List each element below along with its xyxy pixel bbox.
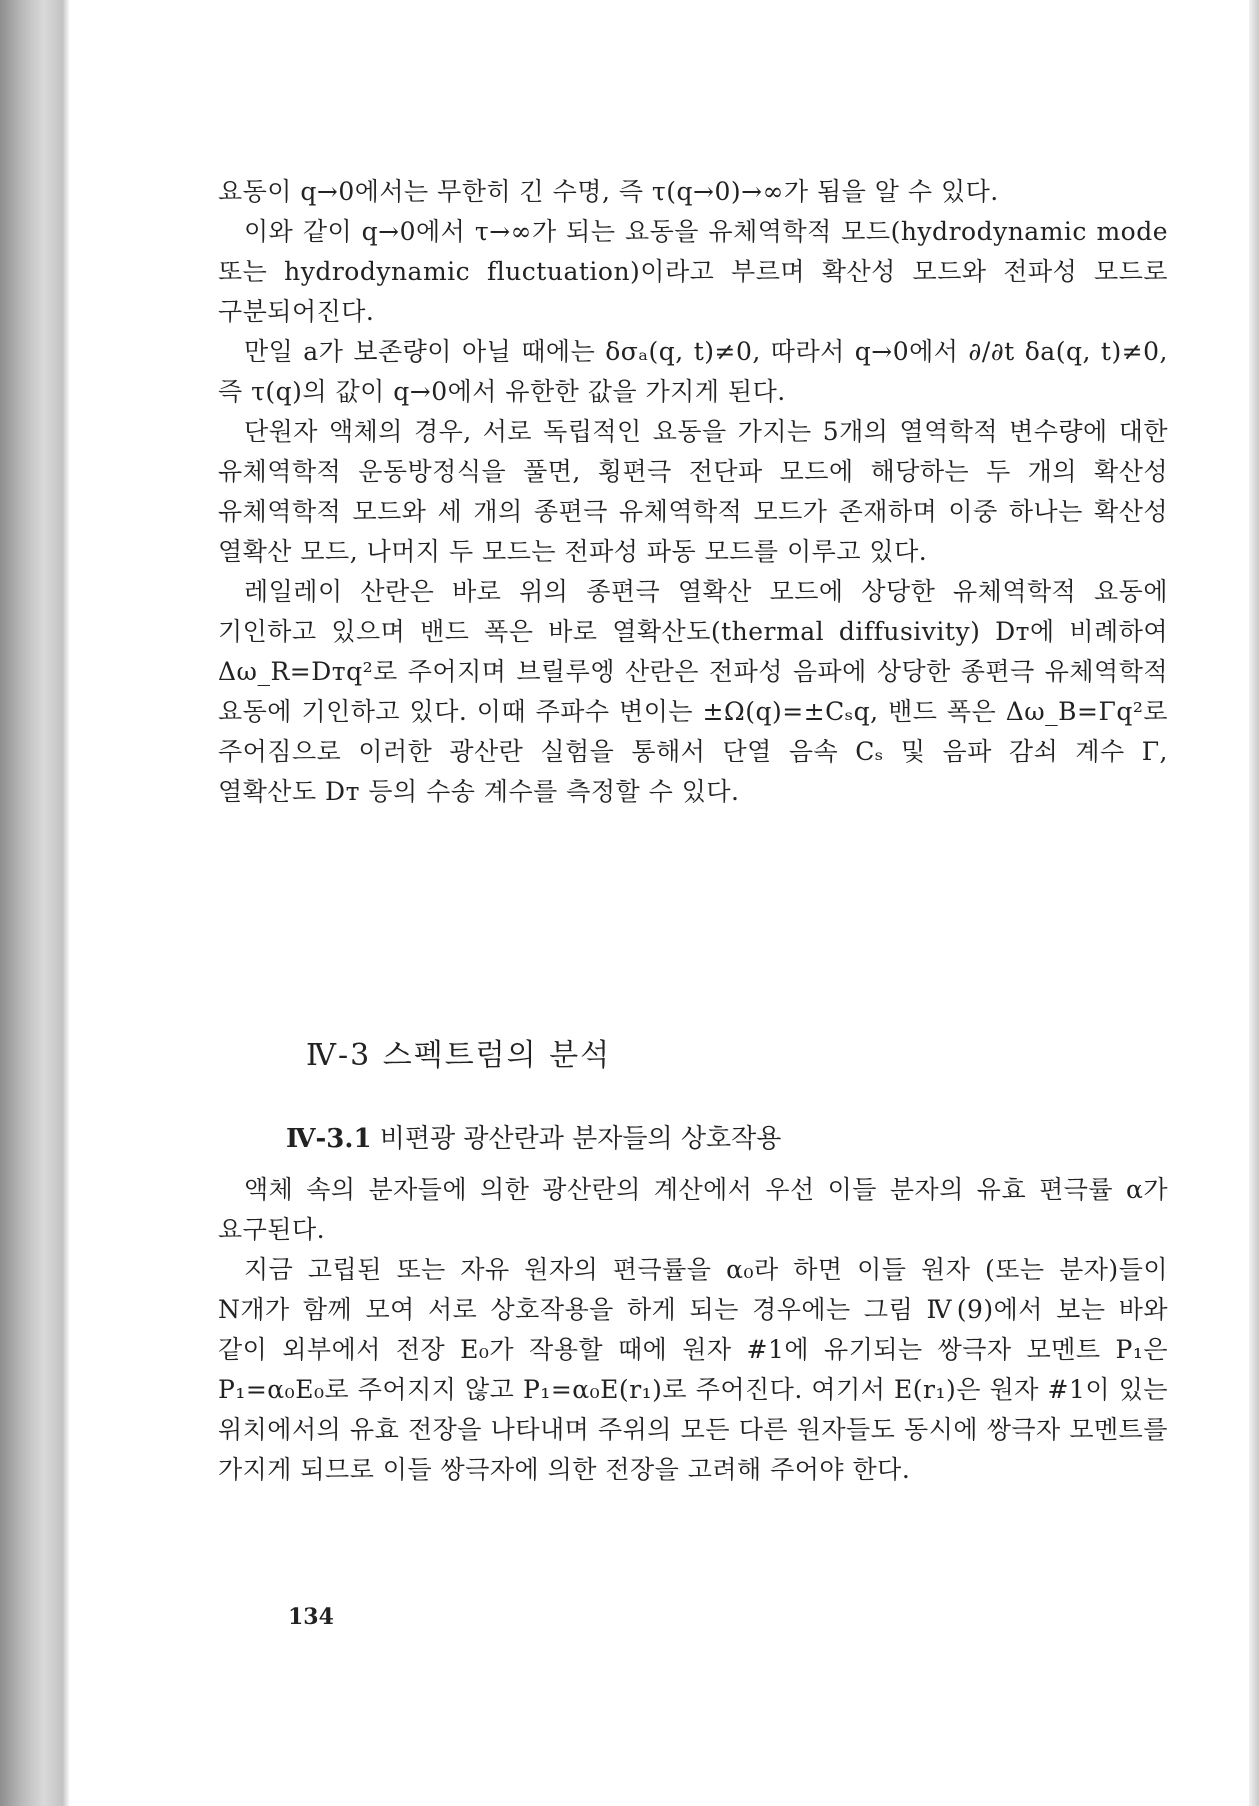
book-spine-edge	[0, 0, 62, 1806]
page-right-edge	[1249, 0, 1259, 1806]
paragraph-7: 지금 고립된 또는 자유 원자의 편극률을 α₀라 하면 이들 원자 (또는 분자)들이 N개가 함께 모여 서로 상호작용을 하게 되는 경우에는 그림 Ⅳ(9)에서 보는 바와 같이 외부에서 전장 E₀가 작용할 때에 원자 #1에 유기되는 쌍극자 모멘트 P₁은 P₁=α₀E₀로 주어지지 않고 P₁=α₀E(r₁)로 주어진다. 여기서 E(r₁)은 원자 #1이 있는 위치에서의 유효 전장을 나타내며 주위의 모든 다른 원자들도 동시에 쌍극자 모멘트를 가지게 되므로 이들 쌍극자에 의한 전장을 고려해 주어야 한다.	[218, 1255, 1168, 1484]
paragraph-6: 액체 속의 분자들에 의한 광산란의 계산에서 우선 이들 분자의 유효 편극률 α가 요구된다.	[218, 1175, 1168, 1244]
paragraph-2: 이와 같이 q→0에서 τ→∞가 되는 요동을 유체역학적 모드(hydrodynamic mode 또는 hydrodynamic fluctuation)이라고 부르며 확산성 모드와 전파성 모드로 구분되어진다.	[218, 217, 1168, 326]
book-page	[70, 0, 1249, 1806]
section-heading: Ⅳ-3 스펙트럼의 분석	[306, 1038, 612, 1073]
subsection-number: Ⅳ-3.1	[286, 1124, 372, 1154]
body-text-bottom	[218, 1170, 1168, 1490]
paragraph-3: 만일 a가 보존량이 아닐 때에는 δσₐ(q, t)≠0, 따라서 q→0에서 ∂/∂t δa(q, t)≠0, 즉 τ(q)의 값이 q→0에서 유한한 값을 가지게 된다.	[218, 337, 1168, 406]
subsection-title: 비편광 광산란과 분자들의 상호작용	[379, 1124, 782, 1154]
page-number: 134	[288, 1604, 334, 1630]
page-gutter-shadow	[62, 0, 70, 1806]
paragraph-4: 단원자 액체의 경우, 서로 독립적인 요동을 가지는 5개의 열역학적 변수량에 대한 유체역학적 운동방정식을 풀면, 횡편극 전단파 모드에 해당하는 두 개의 확산성 유체역학적 모드와 세 개의 종편극 유체역학적 모드가 존재하며 이중 하나는 확산성 열확산 모드, 나머지 두 모드는 전파성 파동 모드를 이루고 있다.	[218, 417, 1168, 566]
subsection-heading	[286, 1118, 781, 1155]
paragraph-5: 레일레이 산란은 바로 위의 종편극 열확산 모드에 상당한 유체역학적 요동에 기인하고 있으며 밴드 폭은 바로 열확산도(thermal diffusivity) Dᴛ에 비례하여 Δω_R=Dᴛq²로 주어지며 브릴루엥 산란은 전파성 음파에 상당한 종편극 유체역학적 요동에 기인하고 있다. 이때 주파수 변이는 ±Ω(q)=±Cₛq, 밴드 폭은 Δω_B=Γq²로 주어짐으로 이러한 광산란 실험을 통해서 단열 음속 Cₛ 및 음파 감쇠 계수 Γ, 열확산도 Dᴛ 등의 수송 계수를 측정할 수 있다.	[218, 577, 1168, 806]
body-text-top	[218, 172, 1168, 812]
paragraph-1: 요동이 q→0에서는 무한히 긴 수명, 즉 τ(q→0)→∞가 됨을 알 수 있다.	[218, 177, 999, 206]
